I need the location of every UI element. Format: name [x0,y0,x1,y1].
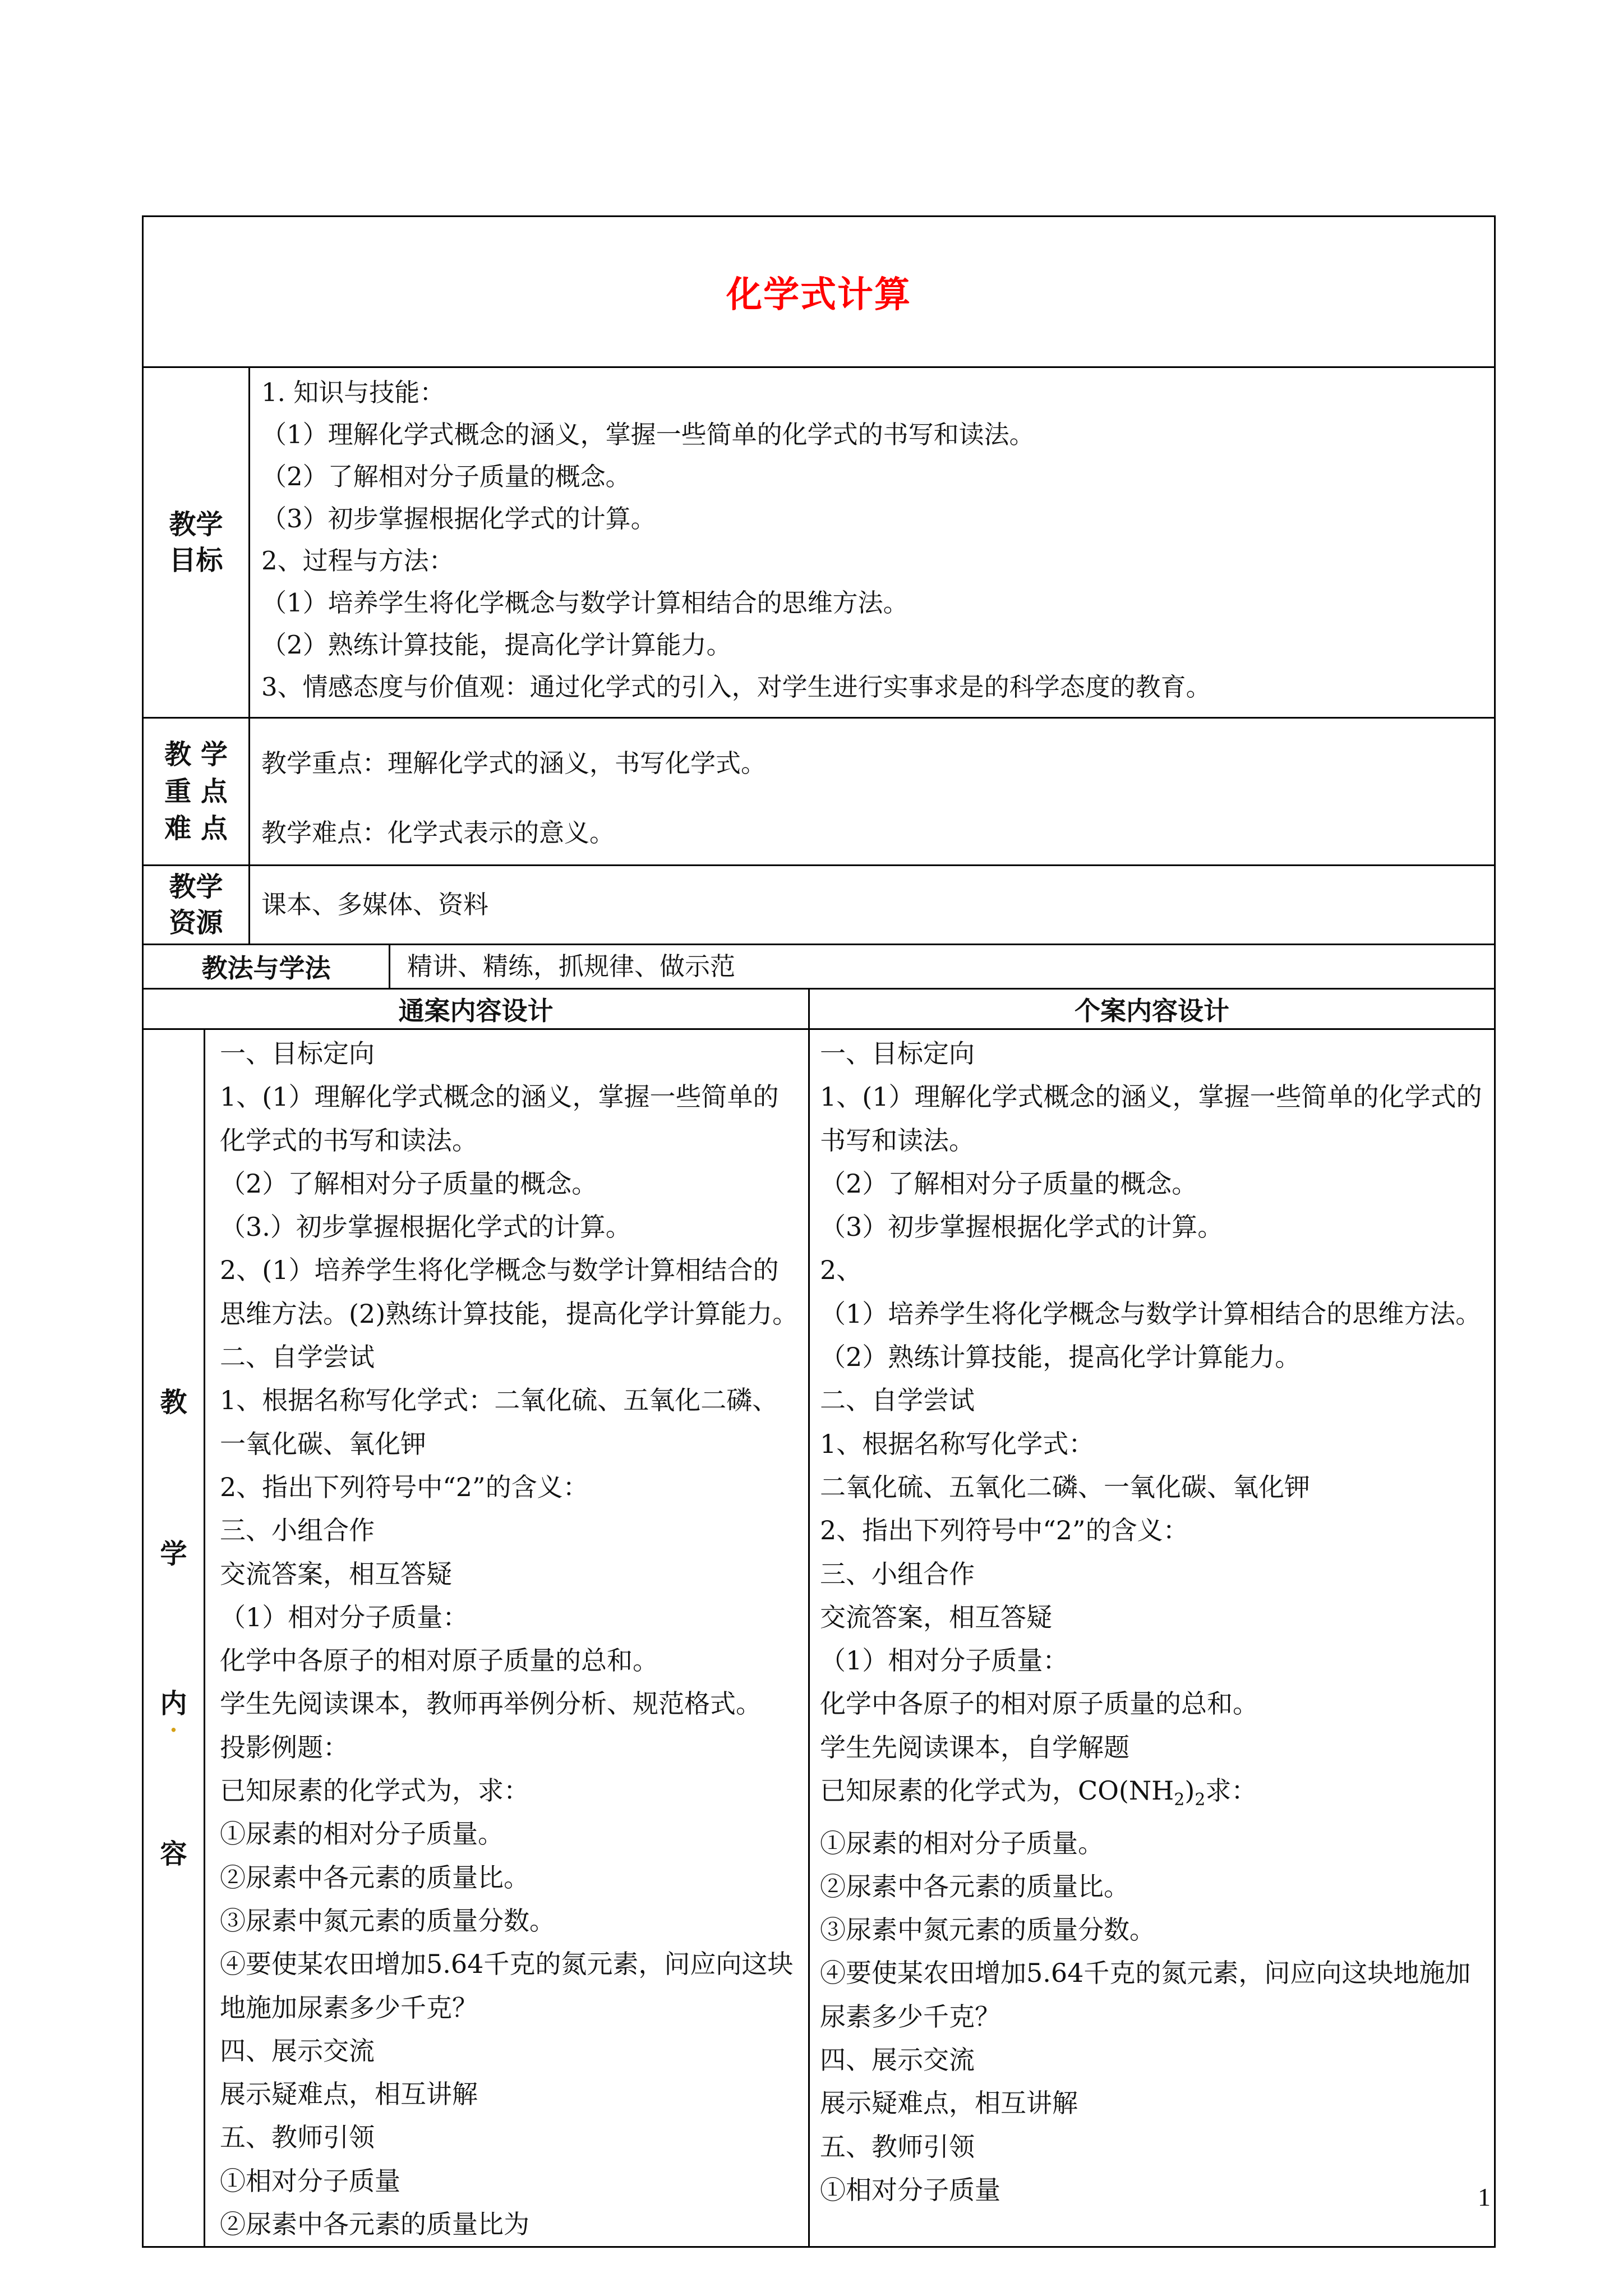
objectives-label-cell [143,367,250,718]
right-line: ①相对分子质量 [820,2174,1000,2205]
keypoints-label-line-1: 教 学 [164,739,228,770]
formula-close-paren: ) [1184,1775,1195,1806]
left-line: （2）了解相对分子质量的概念。 [220,1168,598,1199]
right-line: 二、自学尝试 [820,1385,975,1416]
side-label-char: 容 [160,1838,187,1870]
page-title: 化学式计算 [726,274,912,316]
keypoints-content-cell [250,718,1495,866]
right-line: 四、展示交流 [820,2045,975,2076]
right-content-cell [809,1029,1495,2247]
right-line: ①尿素的相对分子质量。 [820,1828,1104,1858]
left-line: 2、指出下列符号中“2”的含义： [220,1471,589,1502]
left-line: ②尿素中各元素的质量比。 [220,1862,529,1893]
formula-tail: 求： [1205,1775,1257,1806]
right-line: 化学中各原子的相对原子质量的总和。 [820,1688,1258,1719]
left-line: （3.）初步掌握根据化学式的计算。 [220,1212,631,1243]
right-line: （1）培养学生将化学概念与数学计算相结合的思维方法。 [820,1298,1482,1329]
right-line: 1、根据名称写化学式： [820,1428,1095,1459]
methods-label: 教法与学法 [143,945,390,989]
urea-formula-prefix: 已知尿素的化学式为，CO(NH [820,1775,1174,1806]
right-line: （2）熟练计算技能，提高化学计算能力。 [820,1342,1301,1373]
objectives-label-line-1: 教学 [169,509,223,540]
right-line: 二氧化硫、五氧化二磷、一氧化碳、氧化钾 [820,1471,1310,1502]
right-line: ④要使某农田增加5.64千克的氮元素，问应向这块地施加尿素多少千克？ [820,1958,1471,2032]
left-line: ②尿素中各元素的质量比为 [220,2209,529,2240]
formula-subscript-1: 2 [1174,1790,1185,1810]
left-line: 投影例题： [220,1732,349,1763]
side-label-char: 学 [160,1538,187,1570]
left-line: （1）相对分子质量： [220,1602,469,1632]
left-content [205,1030,808,2246]
objectives-content-cell [250,367,1495,718]
left-line: 1、根据名称写化学式：二氧化硫、五氧化二磷、一氧化碳、氧化钾 [220,1385,778,1459]
methods-text: 精讲、精练，抓规律、做示范 [407,951,736,981]
right-line: 展示疑难点，相互讲解 [820,2088,1078,2119]
objectives-line: （2）了解相对分子质量的概念。 [261,462,631,491]
right-line: 交流答案，相互答疑 [820,1602,1052,1632]
methods-content-cell [390,945,1495,989]
objectives-line: （3）初步掌握根据化学式的计算。 [261,504,656,533]
objectives-line: 1. 知识与技能： [261,378,445,407]
left-line: ③尿素中氮元素的质量分数。 [220,1905,555,1936]
keypoints-content [250,719,1494,864]
resources-label-line-2: 资源 [169,907,223,938]
resources-label-line-1: 教学 [169,871,223,903]
left-column-header: 通案内容设计 [143,989,809,1029]
left-line: 五、教师引领 [220,2122,375,2153]
side-label-char: 内 [160,1688,187,1719]
side-label-dot: · [169,1717,178,1743]
left-line: 一、目标定向 [220,1038,375,1069]
left-line: 2、(1）培养学生将化学概念与数学计算相结合的思维方法。(2)熟练计算技能，提高化学计算能力。 [220,1255,799,1329]
left-line: 交流答案，相互答疑 [220,1558,452,1589]
resources-content-cell [250,866,1495,945]
left-line: 四、展示交流 [220,2035,375,2066]
objectives-label-line-2: 目标 [169,545,223,576]
right-line: （3）初步掌握根据化学式的计算。 [820,1212,1224,1243]
right-line: ③尿素中氮元素的质量分数。 [820,1915,1155,1945]
right-line: 一、目标定向 [820,1038,975,1069]
right-line: 2、 [820,1255,863,1286]
objectives-line: 3、情感态度与价值观：通过化学式的引入，对学生进行实事求是的科学态度的教育。 [261,672,1211,702]
right-line: （2）了解相对分子质量的概念。 [820,1168,1198,1199]
teaching-difficulty: 教学难点：化学式表示的意义。 [261,818,615,848]
left-line: 学生先阅读课本，教师再举例分析、规范格式。 [220,1688,762,1719]
left-line: 展示疑难点，相互讲解 [220,2079,478,2110]
title-cell [143,217,1495,367]
left-line: 三、小组合作 [220,1515,375,1546]
keypoints-label-line-2: 重 点 [164,776,228,807]
resources-label-cell [143,866,250,945]
right-line: 学生先阅读课本，自学解题 [820,1732,1129,1763]
right-line: 五、教师引领 [820,2131,975,2162]
left-line: ①相对分子质量 [220,2165,400,2196]
left-line: ①尿素的相对分子质量。 [220,1819,504,1849]
right-line: 2、指出下列符号中“2”的含义： [820,1515,1189,1546]
objectives-content [250,368,1494,717]
keypoints-label-cell [143,718,250,866]
left-line: ④要使某农田增加5.64千克的氮元素，问应向这块地施加尿素多少千克？ [220,1949,794,2023]
right-line: 1、(1）理解化学式概念的涵义，掌握一些简单的化学式的书写和读法。 [820,1082,1482,1156]
right-content [810,1030,1494,2212]
side-label-char: 教 [160,1387,187,1418]
right-column-header: 个案内容设计 [809,989,1495,1029]
keypoints-label-line-3: 难 点 [164,813,228,844]
left-line: 已知尿素的化学式为，求： [220,1775,529,1806]
teaching-focus: 教学重点：理解化学式的涵义，书写化学式。 [261,748,767,778]
formula-subscript-2: 2 [1195,1790,1206,1810]
right-line: （1）相对分子质量： [820,1645,1069,1676]
right-line: ②尿素中各元素的质量比。 [820,1871,1129,1902]
left-content-cell [205,1029,809,2247]
urea-formula-line [820,1769,1488,1821]
left-line: 化学中各原子的相对原子质量的总和。 [220,1645,658,1676]
side-label-cell [143,1029,205,2247]
page-number: 1 [1478,2183,1491,2211]
left-line: 1、(1）理解化学式概念的涵义，掌握一些简单的化学式的书写和读法。 [220,1082,779,1156]
objectives-line: 2、过程与方法： [261,546,454,576]
resources-text: 课本、多媒体、资料 [261,890,489,919]
lesson-plan-table [142,215,1496,2248]
objectives-line: （1）理解化学式概念的涵义，掌握一些简单的化学式的书写和读法。 [261,420,1035,449]
left-line: 二、自学尝试 [220,1342,375,1373]
objectives-line: （2）熟练计算技能，提高化学计算能力。 [261,630,732,660]
right-line: 三、小组合作 [820,1558,975,1589]
objectives-line: （1）培养学生将化学概念与数学计算相结合的思维方法。 [261,588,909,618]
